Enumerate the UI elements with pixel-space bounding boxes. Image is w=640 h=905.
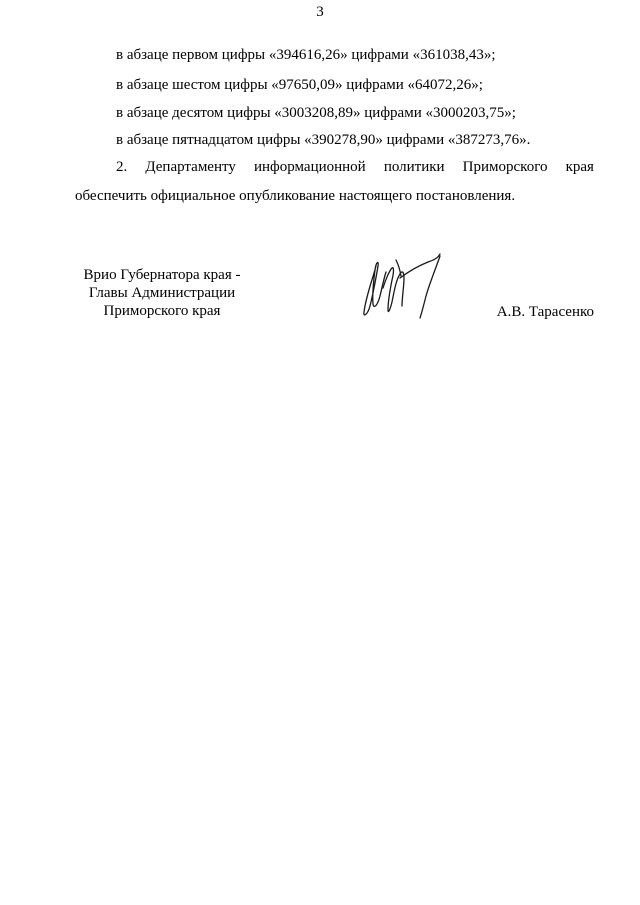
paragraph-2-word: политики [383, 159, 445, 175]
paragraph-2-word: Приморского [462, 159, 548, 175]
handwritten-signature [356, 248, 451, 320]
signatory-title-line: Приморского края [103, 303, 221, 319]
signatory-name: А.В. Тарасенко [496, 304, 594, 320]
paragraph-2-word: края [565, 159, 594, 175]
amendment-line-3: в абзаце десятом цифры «3003208,89» цифрами «3000203,75»; [116, 105, 516, 121]
amendment-line-2: в абзаце шестом цифры «97650,09» цифрами «64072,26»; [116, 77, 483, 93]
amendment-line-1: в абзаце первом цифры «394616,26» цифрами «361038,43»; [116, 47, 496, 63]
page-number: 3 [316, 4, 324, 20]
paragraph-2-line-2: обеспечить официальное опубликование настоящего постановления. [75, 188, 516, 204]
signatory-title-line: Врио Губернатора края - [83, 267, 241, 283]
signatory-title-line: Главы Администрации [88, 285, 236, 301]
amendment-line-4: в абзаце пятнадцатом цифры «390278,90» цифрами «387273,76». [116, 132, 531, 148]
paragraph-2-line-1 [116, 158, 594, 176]
signatory-title [62, 266, 262, 320]
paragraph-2-word: информационной [253, 159, 366, 175]
paragraph-2-word: Департаменту [145, 159, 236, 175]
paragraph-2-number: 2. [116, 159, 128, 175]
